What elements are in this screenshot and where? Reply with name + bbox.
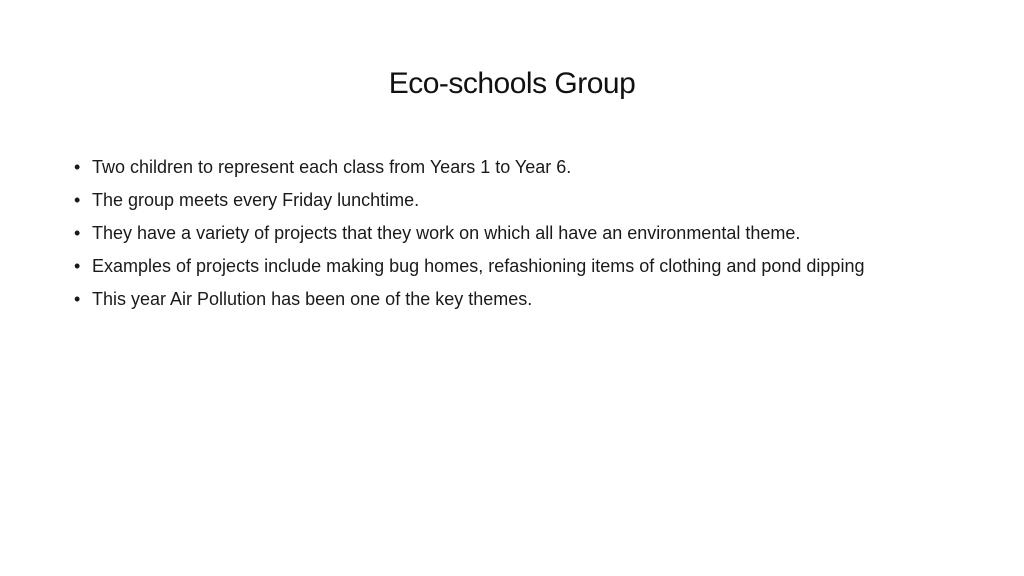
bullet-dot-icon: •	[74, 157, 81, 177]
bullet-text: Examples of projects include making bug homes, refashioning items of clothing and pond dipping	[92, 256, 865, 276]
bullet-text: Two children to represent each class from Years 1 to Year 6.	[92, 157, 572, 177]
bullet-item	[74, 188, 944, 212]
bullet-dot-icon: •	[74, 256, 81, 276]
bullet-item	[74, 254, 944, 278]
bullet-text: They have a variety of projects that they work on which all have an environmental theme.	[92, 223, 801, 243]
bullet-item	[74, 287, 944, 311]
bullet-text: The group meets every Friday lunchtime.	[92, 190, 420, 210]
bullet-dot-icon: •	[74, 289, 81, 309]
bullet-text: This year Air Pollution has been one of the key themes.	[92, 289, 533, 309]
slide-title: Eco-schools Group	[388, 67, 636, 100]
bullet-dot-icon: •	[74, 223, 81, 243]
bullet-item	[74, 155, 944, 179]
bullet-item	[74, 221, 944, 245]
bullet-dot-icon: •	[74, 190, 81, 210]
bullet-list	[74, 155, 944, 320]
